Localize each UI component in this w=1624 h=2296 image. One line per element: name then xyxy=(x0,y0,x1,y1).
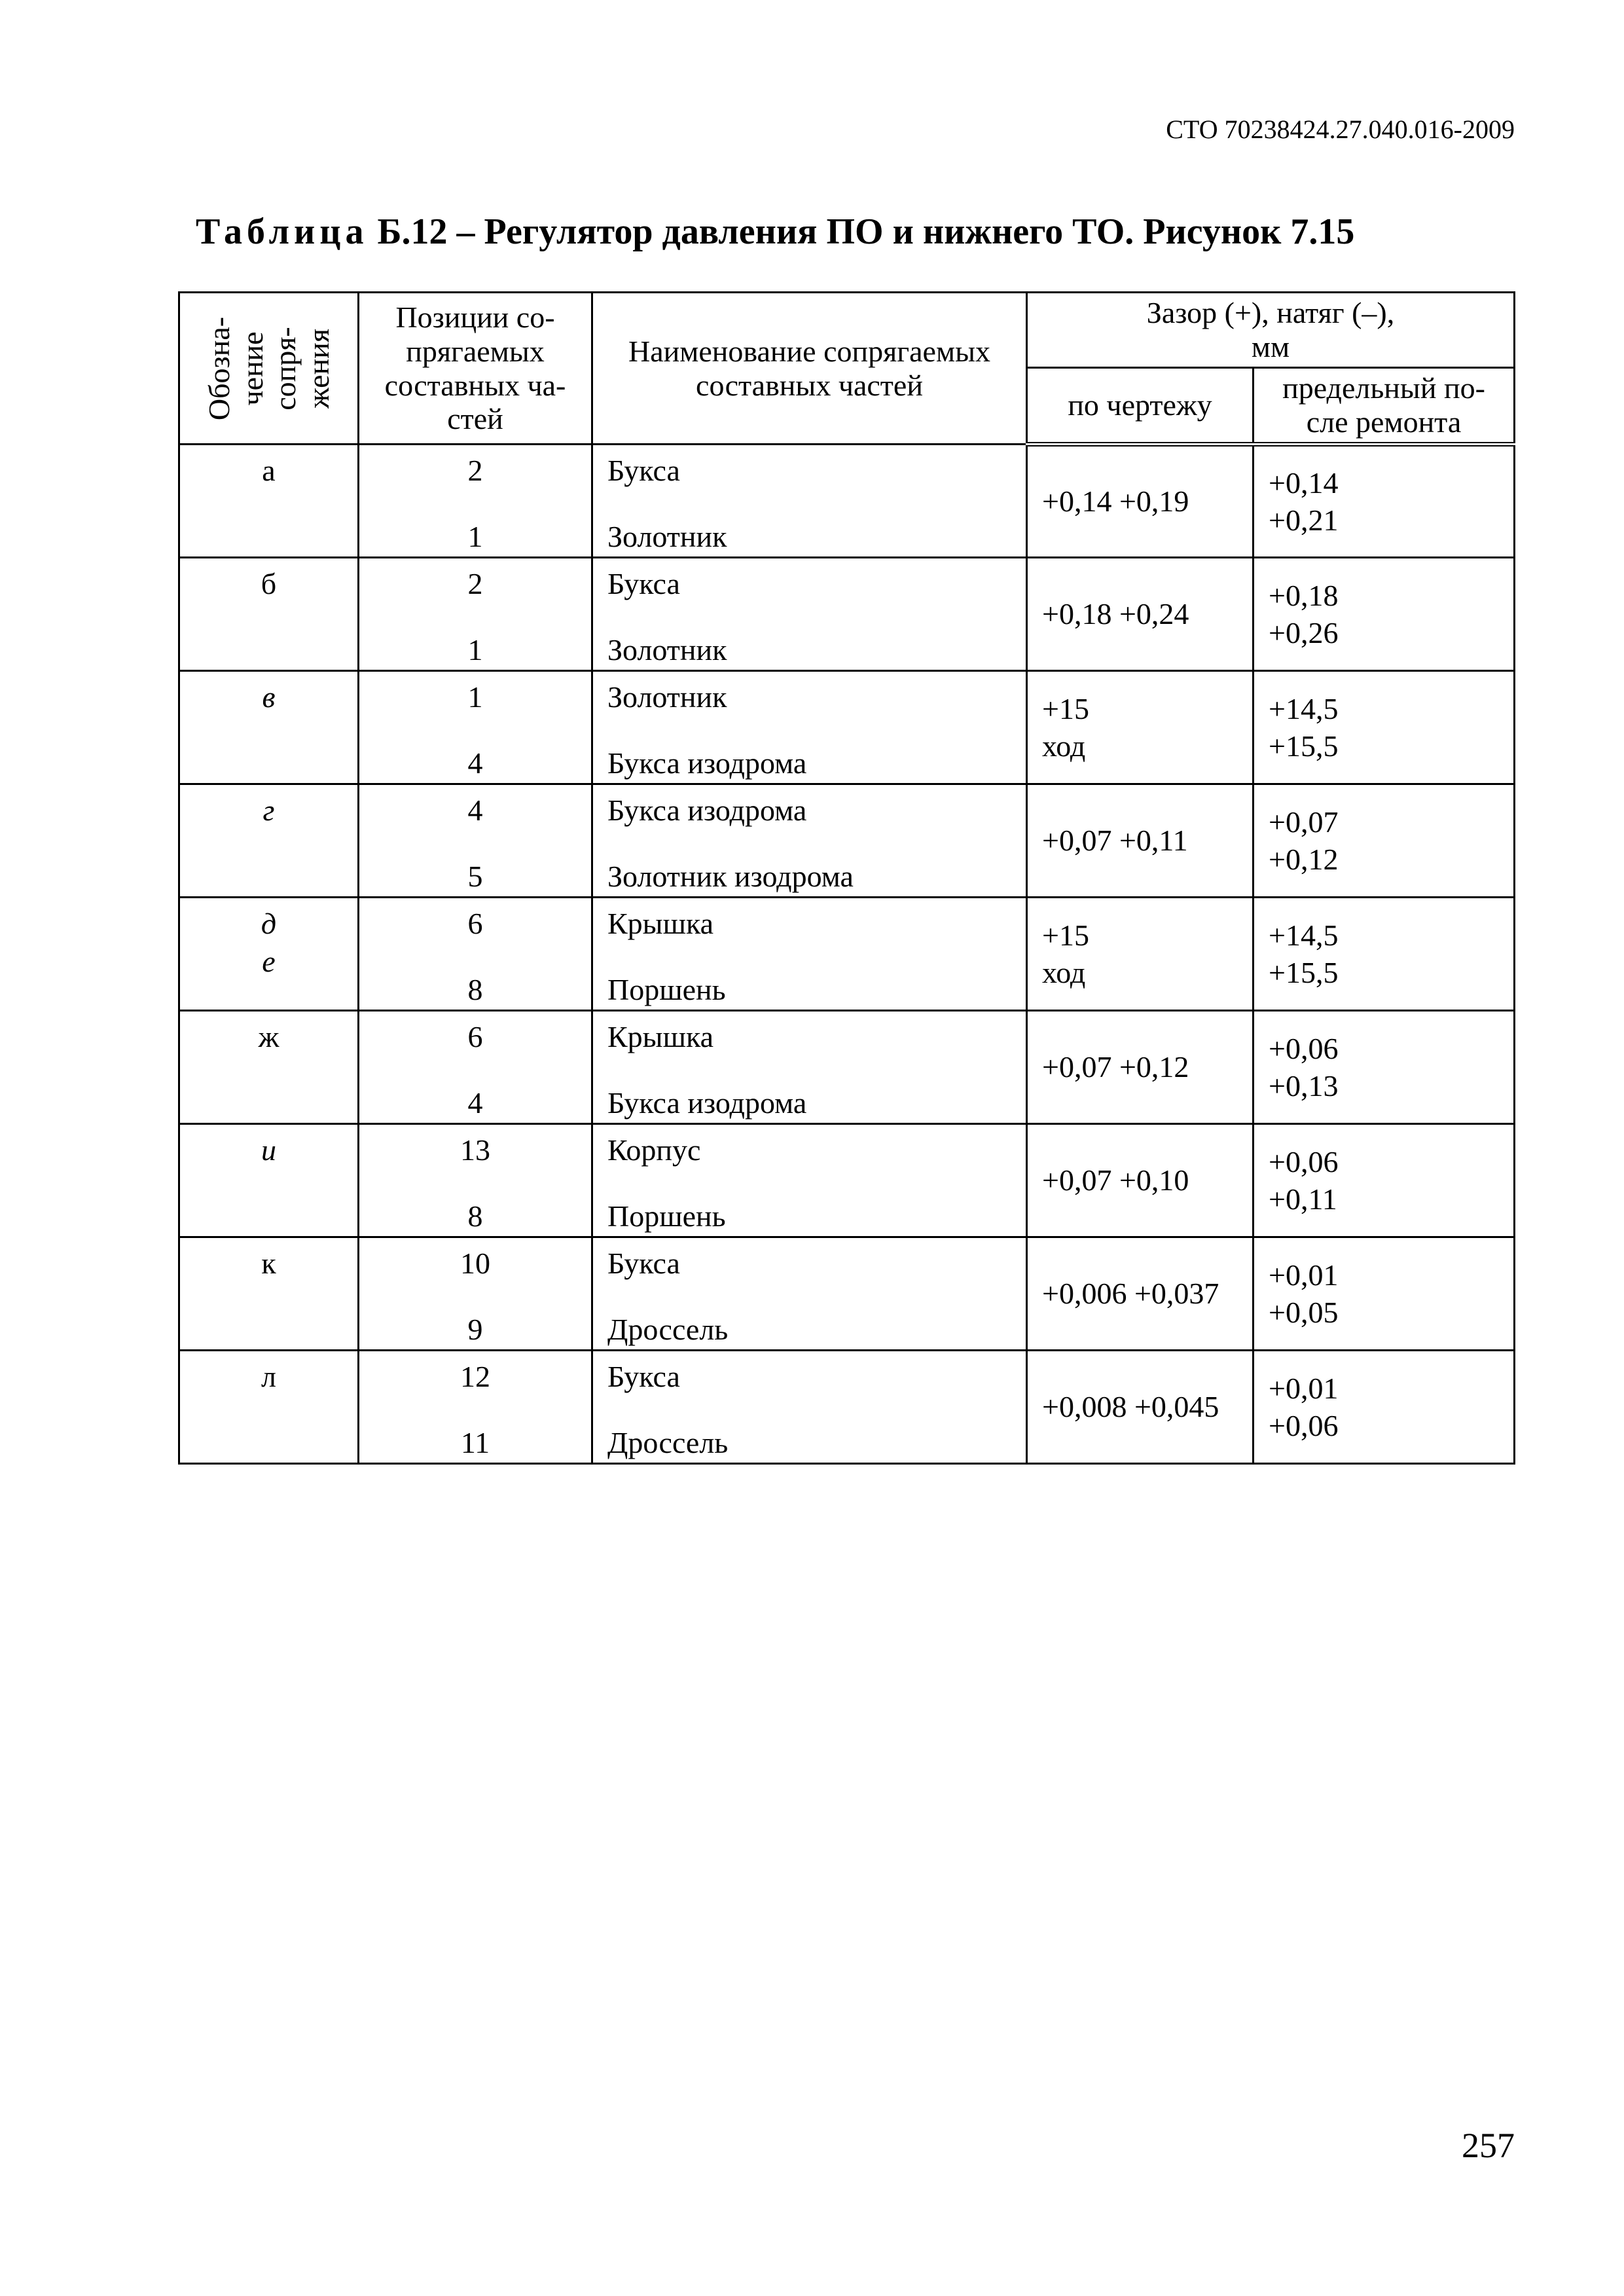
cell-part-names xyxy=(592,671,1027,784)
position-second: 1 xyxy=(467,632,483,666)
designation-letter: и xyxy=(261,1133,276,1167)
cell-designation xyxy=(179,1124,359,1237)
cell-part-names xyxy=(592,1011,1027,1124)
designation-letter: а xyxy=(262,454,276,487)
part-name-first: Букса xyxy=(607,567,680,600)
limit-value: +0,06 xyxy=(1269,1409,1339,1442)
cell-designation xyxy=(179,1237,359,1351)
cell-part-names xyxy=(592,445,1027,558)
header-positions: Позиции со- прягаемых составных ча- стей xyxy=(359,293,592,445)
header-name: Наименование сопрягаемых составных частей xyxy=(592,293,1027,445)
part-name-second: Золотник xyxy=(607,519,727,553)
cell-positions xyxy=(359,558,592,671)
cell-by-drawing xyxy=(1027,1124,1254,1237)
drawing-value: +0,07 +0,12 xyxy=(1042,1050,1189,1084)
limit-value: +0,06 xyxy=(1269,1144,1339,1178)
caption-label: Таблица xyxy=(196,211,369,252)
page-number: 257 xyxy=(1462,2126,1515,2165)
cell-by-drawing xyxy=(1027,558,1254,671)
table-caption xyxy=(196,211,1354,253)
cell-positions xyxy=(359,671,592,784)
drawing-value: +0,07 +0,10 xyxy=(1042,1163,1189,1197)
table-row xyxy=(179,1237,1515,1351)
part-name-second: Золотник изодрома xyxy=(607,859,854,893)
designation-letter: г xyxy=(262,793,275,827)
position-first: 2 xyxy=(467,567,483,600)
part-name-first: Корпус xyxy=(607,1133,701,1167)
cell-designation xyxy=(179,1011,359,1124)
designation-letter: б xyxy=(261,567,277,600)
position-first: 13 xyxy=(460,1133,490,1167)
part-name-second: Поршень xyxy=(607,972,726,1006)
cell-positions xyxy=(359,1351,592,1464)
cell-by-drawing xyxy=(1027,1237,1254,1351)
cell-designation xyxy=(179,784,359,898)
position-first: 12 xyxy=(460,1360,490,1393)
cell-limit-after-repair xyxy=(1254,898,1515,1011)
limit-value: +14,5 xyxy=(1269,918,1339,952)
position-first: 6 xyxy=(467,1020,483,1053)
drawing-value: ход xyxy=(1042,956,1086,989)
header-designation xyxy=(179,293,359,445)
designation-letter: ж xyxy=(258,1020,280,1053)
part-name-first: Букса xyxy=(607,1247,680,1280)
position-second: 8 xyxy=(467,972,483,1006)
cell-part-names xyxy=(592,558,1027,671)
cell-positions xyxy=(359,898,592,1011)
position-first: 1 xyxy=(467,680,483,714)
drawing-value: ход xyxy=(1042,729,1086,763)
part-name-second: Букса изодрома xyxy=(607,1085,807,1120)
position-first: 2 xyxy=(467,454,483,487)
position-first: 6 xyxy=(467,907,483,940)
limit-value: +0,13 xyxy=(1269,1069,1339,1102)
limit-value: +15,5 xyxy=(1269,729,1339,763)
cell-limit-after-repair xyxy=(1254,1351,1515,1464)
limit-value: +0,01 xyxy=(1269,1258,1339,1292)
limit-value: +14,5 xyxy=(1269,691,1339,725)
cell-designation xyxy=(179,1351,359,1464)
part-name-second: Букса изодрома xyxy=(607,746,807,780)
position-second: 4 xyxy=(467,1085,483,1120)
part-name-second: Дроссель xyxy=(607,1312,729,1346)
drawing-value: +15 xyxy=(1042,691,1089,725)
table-row xyxy=(179,1351,1515,1464)
limit-value: +0,12 xyxy=(1269,843,1339,876)
cell-limit-after-repair xyxy=(1254,1124,1515,1237)
cell-designation xyxy=(179,445,359,558)
header-by-drawing: по чертежу xyxy=(1027,368,1254,445)
position-first: 4 xyxy=(467,793,483,827)
mating-parts-table xyxy=(178,291,1515,1465)
cell-by-drawing xyxy=(1027,784,1254,898)
table-row xyxy=(179,784,1515,898)
cell-by-drawing xyxy=(1027,445,1254,558)
limit-value: +0,11 xyxy=(1269,1182,1337,1216)
cell-positions xyxy=(359,1124,592,1237)
cell-part-names xyxy=(592,1237,1027,1351)
drawing-value: +15 xyxy=(1042,918,1089,952)
drawing-value: +0,008 +0,045 xyxy=(1042,1390,1219,1424)
part-name-second: Дроссель xyxy=(607,1425,729,1459)
limit-value: +0,14 xyxy=(1269,465,1339,500)
header-row xyxy=(179,293,1515,368)
cell-limit-after-repair xyxy=(1254,784,1515,898)
drawing-value: +0,18 +0,24 xyxy=(1042,597,1189,631)
cell-limit-after-repair xyxy=(1254,445,1515,558)
part-name-first: Крышка xyxy=(607,907,714,940)
position-second: 1 xyxy=(467,519,483,553)
cell-limit-after-repair xyxy=(1254,671,1515,784)
table-body xyxy=(179,445,1515,1464)
cell-designation xyxy=(179,671,359,784)
part-name-second: Золотник xyxy=(607,632,727,666)
designation-letter: д е xyxy=(261,907,277,978)
limit-value: +0,26 xyxy=(1269,616,1339,649)
limit-value: +0,06 xyxy=(1269,1031,1339,1065)
position-second: 11 xyxy=(460,1425,490,1459)
part-name-first: Крышка xyxy=(607,1020,714,1053)
cell-limit-after-repair xyxy=(1254,1011,1515,1124)
cell-positions xyxy=(359,1011,592,1124)
document-code: СТО 70238424.27.040.016-2009 xyxy=(1166,115,1515,144)
position-second: 4 xyxy=(467,746,483,780)
position-second: 9 xyxy=(467,1312,483,1346)
limit-value: +0,18 xyxy=(1269,578,1339,612)
drawing-value: +0,14 +0,19 xyxy=(1042,484,1189,519)
limit-value: +0,05 xyxy=(1269,1296,1339,1329)
limit-value: +0,07 xyxy=(1269,805,1339,839)
position-second: 5 xyxy=(467,859,483,893)
cell-part-names xyxy=(592,898,1027,1011)
caption-text: Б.12 – Регулятор давления ПО и нижнего ТО. Рисунок 7.15 xyxy=(368,211,1355,252)
position-first: 10 xyxy=(460,1247,490,1280)
cell-by-drawing xyxy=(1027,1011,1254,1124)
cell-designation xyxy=(179,898,359,1011)
cell-by-drawing xyxy=(1027,898,1254,1011)
designation-letter: л xyxy=(261,1360,276,1393)
table-row xyxy=(179,671,1515,784)
table-row xyxy=(179,898,1515,1011)
cell-designation xyxy=(179,558,359,671)
cell-limit-after-repair xyxy=(1254,558,1515,671)
limit-value: +0,01 xyxy=(1269,1371,1339,1405)
cell-part-names xyxy=(592,1124,1027,1237)
cell-part-names xyxy=(592,1351,1027,1464)
part-name-second: Поршень xyxy=(607,1199,726,1233)
header-gap-group: Зазор (+), натяг (–), мм xyxy=(1027,293,1515,368)
cell-part-names xyxy=(592,784,1027,898)
designation-letter: в xyxy=(262,680,276,714)
table-row xyxy=(179,1011,1515,1124)
header-limit-after-repair: предельный по- сле ремонта xyxy=(1254,368,1515,445)
part-name-first: Золотник xyxy=(607,680,727,714)
cell-limit-after-repair xyxy=(1254,1237,1515,1351)
cell-positions xyxy=(359,1237,592,1351)
cell-by-drawing xyxy=(1027,671,1254,784)
table-row xyxy=(179,558,1515,671)
drawing-value: +0,006 +0,037 xyxy=(1042,1277,1219,1311)
part-name-first: Букса xyxy=(607,1360,680,1393)
limit-value: +15,5 xyxy=(1269,956,1339,989)
designation-letter: к xyxy=(261,1247,276,1280)
table-row xyxy=(179,1124,1515,1237)
part-name-first: Букса изодрома xyxy=(607,793,807,827)
limit-value: +0,21 xyxy=(1269,503,1339,537)
cell-positions xyxy=(359,784,592,898)
cell-positions xyxy=(359,445,592,558)
cell-by-drawing xyxy=(1027,1351,1254,1464)
position-second: 8 xyxy=(467,1199,483,1233)
part-name-first: Букса xyxy=(607,454,680,487)
table-row xyxy=(179,445,1515,558)
designation-header-label: Обозна- чение сопря- жения xyxy=(202,316,335,420)
drawing-value: +0,07 +0,11 xyxy=(1042,824,1188,858)
